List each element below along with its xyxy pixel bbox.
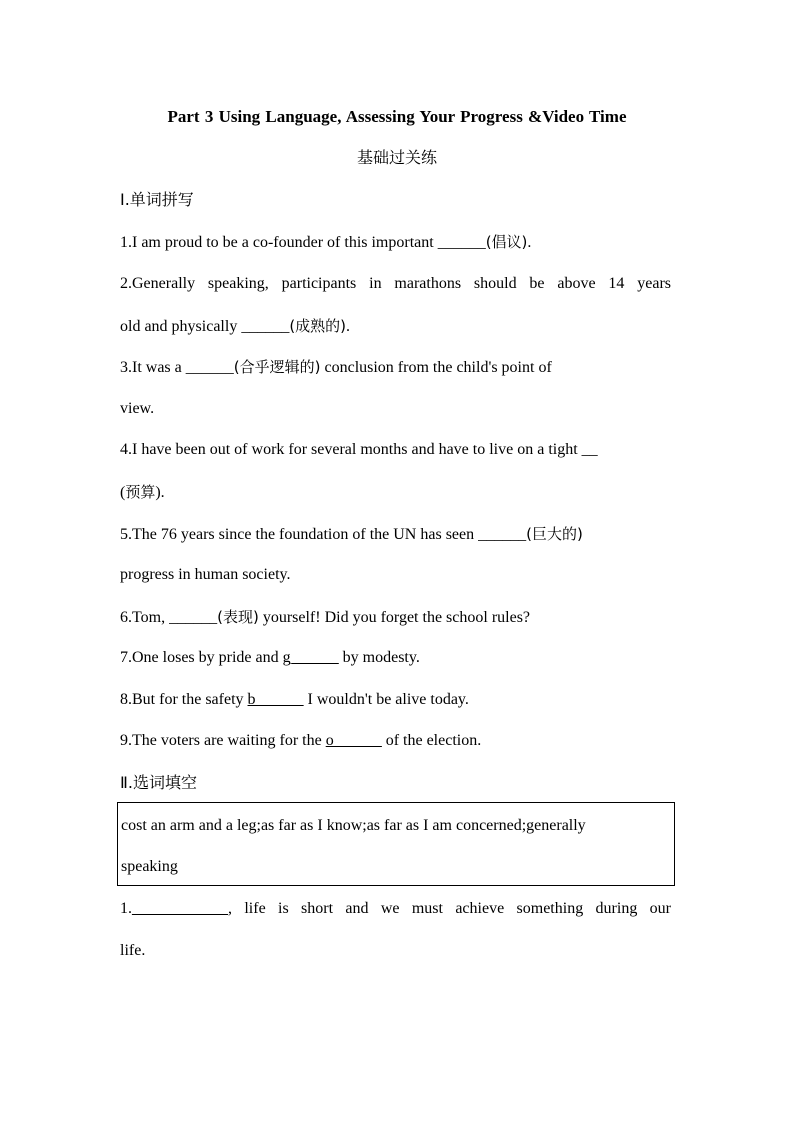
question-4-paren-open: (	[120, 484, 126, 501]
question-4-line-2	[120, 481, 165, 504]
question-9	[120, 730, 481, 752]
question-8-blank: b______	[247, 691, 304, 708]
question-2-hint: (成熟的)	[289, 317, 347, 335]
question-6-pre: 6.Tom, ______	[120, 609, 218, 626]
fill-question-1-line-1	[120, 898, 671, 920]
question-4-line-1: 4.I have been out of work for several months and have to live on a tight __	[120, 441, 598, 458]
question-6	[120, 606, 530, 629]
section-heading-spelling: Ⅰ.单词拼写	[120, 190, 194, 209]
fill-question-1-pre: 1.	[120, 900, 132, 917]
question-5-hint: (巨大的)	[526, 525, 583, 543]
question-7	[120, 647, 420, 669]
question-2-end: .	[346, 318, 351, 335]
question-8-pre: 8.But for the safety	[120, 691, 248, 708]
question-3-line-2: view.	[120, 400, 155, 417]
question-3-line-1	[120, 356, 552, 379]
page-subtitle: 基础过关练	[356, 148, 437, 167]
question-6-post: yourself! Did you forget the school rules?	[258, 609, 531, 626]
fill-question-1-line-2: life.	[120, 942, 146, 959]
question-1-end: .	[527, 234, 532, 251]
question-9-post: of the election.	[381, 732, 482, 749]
question-7-post: by modesty.	[338, 649, 420, 666]
question-5-line-1	[120, 523, 583, 546]
question-7-blank: g______	[282, 649, 339, 666]
question-1	[120, 231, 531, 254]
question-5-pre: 5.The 76 years since the foundation of the UN has seen ______	[120, 526, 527, 543]
page-title: Part 3 Using Language, Assessing Your Progress &Video Time	[167, 107, 627, 126]
question-3-post: conclusion from the child's point of	[320, 359, 552, 376]
question-8	[120, 689, 469, 711]
question-5-line-2: progress in human society.	[120, 566, 291, 583]
question-3-hint: (合乎逻辑的)	[233, 358, 321, 376]
question-2-line-2	[120, 315, 350, 338]
fill-question-1-post: , life is short and we must achieve something during our	[228, 900, 671, 917]
word-bank-line-1: cost an arm and a leg;as far as I know;as far as I am concerned;generally	[121, 817, 586, 834]
question-2-line-1: 2.Generally speaking, participants in marathons should be above 14 years	[120, 275, 671, 292]
word-bank-line-2: speaking	[121, 858, 178, 875]
question-2-text: old and physically ______	[120, 318, 290, 335]
question-8-post: I wouldn't be alive today.	[303, 691, 469, 708]
question-1-text: 1.I am proud to be a co-founder of this important ______	[120, 234, 486, 251]
word-bank-box	[117, 802, 675, 886]
fill-question-1-blank: ____________	[132, 900, 228, 917]
question-6-hint: (表现)	[217, 608, 259, 626]
question-7-pre: 7.One loses by pride and	[120, 649, 283, 666]
question-4-end: ).	[155, 484, 165, 501]
question-3-pre: 3.It was a ______	[120, 359, 234, 376]
question-4-hint: 预算	[125, 483, 156, 501]
question-1-hint: (倡议)	[485, 233, 528, 251]
section-heading-fill: Ⅱ.选词填空	[120, 773, 197, 792]
question-9-pre: 9.The voters are waiting for the	[120, 732, 326, 749]
question-9-blank: o______	[325, 732, 382, 749]
